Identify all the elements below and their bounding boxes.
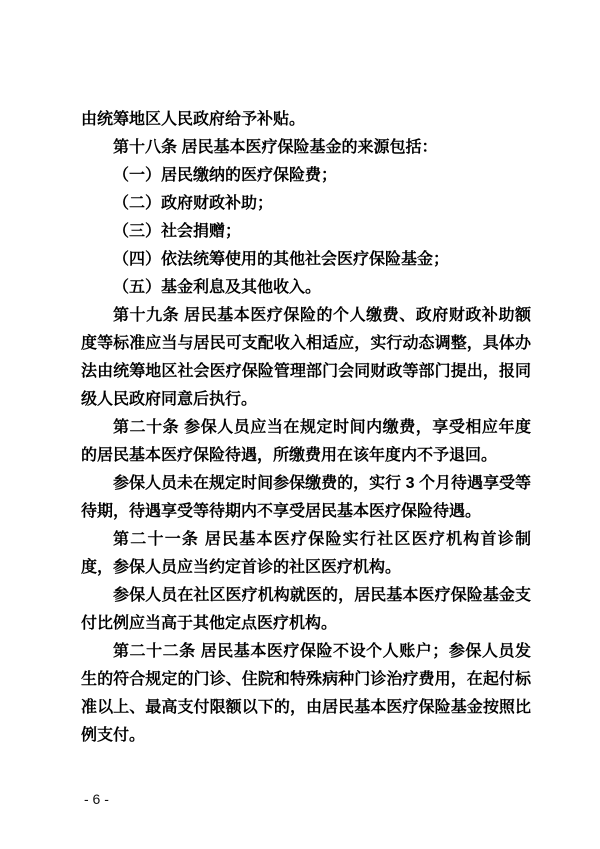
- document-body: [81, 106, 531, 750]
- page-number: - 6 -: [84, 791, 109, 807]
- paragraph-article-20-cont: 参保人员未在规定时间参保缴费的，实行 3 个月待遇享受等待期，待遇享受等待期内不享受居民基本医疗保险待遇。: [81, 475, 531, 520]
- paragraph-article-21: 第二十一条 居民基本医疗保险实行社区医疗机构首诊制度，参保人员应当约定首诊的社区医疗机构。: [81, 531, 531, 576]
- paragraph-article-20: 第二十条 参保人员应当在规定时间内缴费，享受相应年度的居民基本医疗保险待遇，所缴费用在该年度内不予退回。: [81, 419, 531, 464]
- list-item-3: （三）社会捐赠；: [113, 223, 242, 240]
- list-item-5: （五）基金利息及其他收入。: [113, 279, 322, 296]
- list-item-1: （一）居民缴纳的医疗保险费；: [113, 167, 338, 184]
- list-item-2: （二）政府财政补助；: [113, 195, 274, 212]
- paragraph-article-21-cont: 参保人员在社区医疗机构就医的，居民基本医疗保险基金支付比例应当高于其他定点医疗机构。: [81, 587, 531, 632]
- paragraph-article-22: 第二十二条 居民基本医疗保险不设个人账户；参保人员发生的符合规定的门诊、住院和特殊病种门诊治疗费用，在起付标准以上、最高支付限额以下的，由居民基本医疗保险基金按照比例支付。: [81, 643, 531, 744]
- list-item-4: （四）依法统筹使用的其他社会医疗保险基金；: [113, 251, 450, 268]
- paragraph-article-19: 第十九条 居民基本医疗保险的个人缴费、政府财政补助额度等标准应当与居民可支配收入相适应，实行动态调整，具体办法由统筹地区社会医疗保险管理部门会同财政等部门提出，报同级人民政府同意后执行。: [81, 307, 531, 408]
- paragraph-continuation: 由统筹地区人民政府给予补贴。: [81, 111, 306, 128]
- paragraph-article-18: 第十八条 居民基本医疗保险基金的来源包括：: [113, 139, 438, 156]
